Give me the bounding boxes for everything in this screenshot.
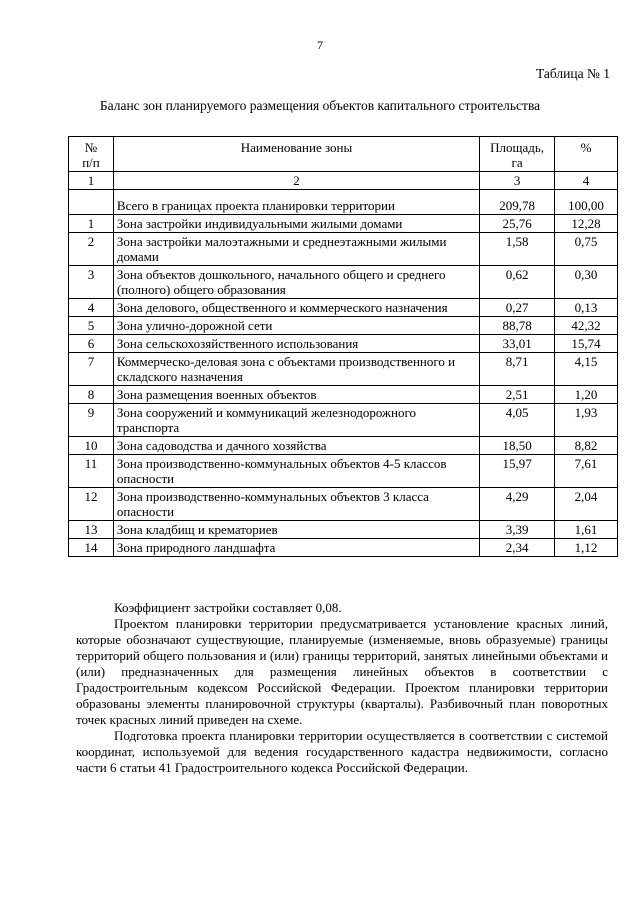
row-zone-name: Зона природного ландшафта [113,539,479,557]
row-num: 13 [69,521,114,539]
row-zone-name: Зона размещения военных объектов [113,386,479,404]
table-row [69,215,618,233]
row-num: 3 [69,266,114,299]
row-zone-name: Зона застройки малоэтажными и среднеэтажными жилыми домами [113,233,479,266]
total-row [69,190,618,215]
row-pct: 1,20 [555,386,618,404]
table-row [69,455,618,488]
column-number: 4 [555,172,618,190]
row-area: 3,39 [480,521,555,539]
table-row [69,353,618,386]
column-number: 2 [113,172,479,190]
row-num: 2 [69,233,114,266]
row-zone-name: Зона сельскохозяйственного использования [113,335,479,353]
row-area: 2,34 [480,539,555,557]
table-row [69,521,618,539]
header-num-line1: № [84,140,98,155]
row-num: 5 [69,317,114,335]
row-area: 1,58 [480,233,555,266]
table-row [69,317,618,335]
total-pct: 100,00 [555,190,618,215]
row-area: 4,29 [480,488,555,521]
table-row [69,404,618,437]
table-row [69,539,618,557]
table-title: Баланс зон планируемого размещения объектов капитального строительства [99,98,541,113]
row-area: 25,76 [480,215,555,233]
row-zone-name: Зона кладбищ и крематориев [113,521,479,539]
table-row [69,488,618,521]
row-zone-name: Зона производственно-коммунальных объектов 3 класса опасности [113,488,479,521]
row-pct: 12,28 [555,215,618,233]
table-row [69,437,618,455]
row-pct: 15,74 [555,335,618,353]
row-area: 18,50 [480,437,555,455]
body-text [76,600,608,776]
row-num: 9 [69,404,114,437]
table-caption: Таблица № 1 [536,66,610,81]
row-num: 7 [69,353,114,386]
row-zone-name: Зона сооружений и коммуникаций железнодорожного транспорта [113,404,479,437]
total-name: Всего в границах проекта планировки территории [113,190,479,215]
header-area-line1: Площадь, [490,140,545,155]
row-pct: 0,13 [555,299,618,317]
row-num: 10 [69,437,114,455]
row-num: 14 [69,539,114,557]
row-area: 2,51 [480,386,555,404]
row-num: 8 [69,386,114,404]
row-pct: 42,32 [555,317,618,335]
row-zone-name: Зона делового, общественного и коммерческого назначения [113,299,479,317]
zone-balance-table [68,136,618,557]
row-pct: 1,93 [555,404,618,437]
row-pct: 2,04 [555,488,618,521]
row-area: 8,71 [480,353,555,386]
column-numbers-row [69,172,618,190]
row-num: 12 [69,488,114,521]
row-area: 88,78 [480,317,555,335]
table-row [69,266,618,299]
row-pct: 4,15 [555,353,618,386]
row-num: 11 [69,455,114,488]
row-pct: 0,75 [555,233,618,266]
table-row [69,299,618,317]
paragraph: Подготовка проекта планировки территории осуществляется в соответствии с системой координат, используемой для ведения государственного кадастра недвижимости, согласно части 6 статьи 41 Градостроительного кодекса Российской Федерации. [76,728,608,775]
total-num [69,190,114,215]
row-zone-name: Коммерческо-деловая зона с объектами производственного и складского назначения [113,353,479,386]
row-area: 0,62 [480,266,555,299]
row-area: 0,27 [480,299,555,317]
header-area-line2: га [511,155,523,170]
row-zone-name: Зона застройки индивидуальными жилыми домами [113,215,479,233]
header-name: Наименование зоны [113,137,479,172]
row-zone-name: Зона улично-дорожной сети [113,317,479,335]
header-area [480,137,555,172]
header-num [69,137,114,172]
paragraph: Проектом планировки территории предусматривается установление красных линий, которые обозначают существующие, планируемые (изменяемые, вновь образуемые) границы территорий общего пользования и (или) границы территорий, занятых линейными объектами и (или) предназначенных для размещения линейных объектов в соответствии с Градостроительным кодексом Российской Федерации. Проектом планировки территории образованы элементы планировочной структуры (кварталы). Разбивочный план поворотных точек красных линий приведен на схеме. [76,616,608,727]
row-area: 33,01 [480,335,555,353]
row-num: 6 [69,335,114,353]
header-num-line2: п/п [82,155,100,170]
table-header-row [69,137,618,172]
row-num: 1 [69,215,114,233]
row-zone-name: Зона объектов дошкольного, начального общего и среднего (полного) общего образования [113,266,479,299]
row-pct: 1,12 [555,539,618,557]
table-row [69,386,618,404]
column-number: 1 [69,172,114,190]
paragraph: Коэффициент застройки составляет 0,08. [114,600,342,615]
row-area: 4,05 [480,404,555,437]
page-number: 7 [317,38,323,52]
row-pct: 7,61 [555,455,618,488]
table-row [69,335,618,353]
total-area: 209,78 [480,190,555,215]
column-number: 3 [480,172,555,190]
row-pct: 0,30 [555,266,618,299]
row-pct: 1,61 [555,521,618,539]
row-num: 4 [69,299,114,317]
table-row [69,233,618,266]
row-pct: 8,82 [555,437,618,455]
row-zone-name: Зона садоводства и дачного хозяйства [113,437,479,455]
row-zone-name: Зона производственно-коммунальных объектов 4-5 классов опасности [113,455,479,488]
header-pct: % [555,137,618,172]
row-area: 15,97 [480,455,555,488]
